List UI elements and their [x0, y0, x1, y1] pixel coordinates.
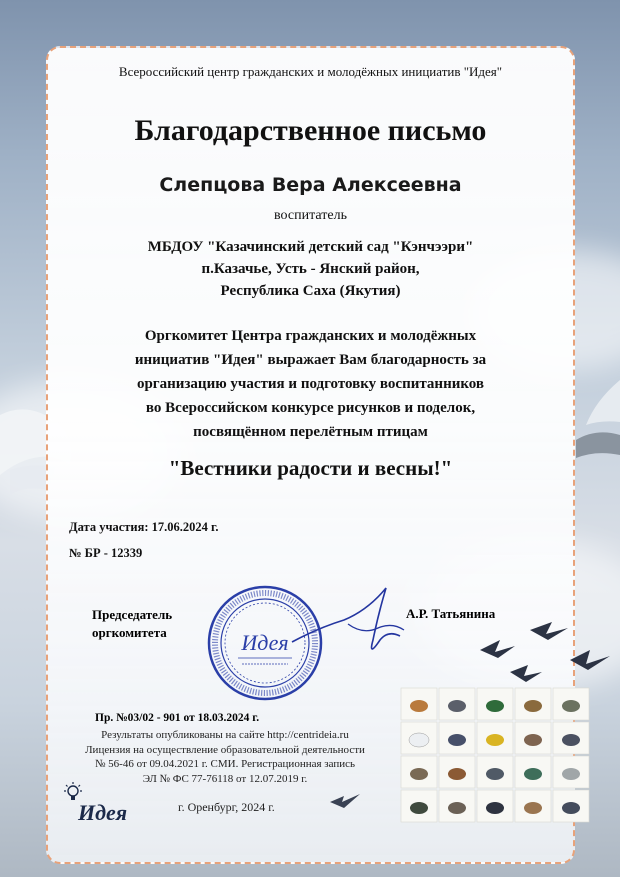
institution-line: МБДОУ "Казачинский детский сад "Кэнчээри": [147, 239, 474, 255]
signer-name: А.Р. Татьянина: [406, 606, 496, 621]
legal-line: № 56-46 от 09.04.2021 г. СМИ. Регистрационная запись: [94, 758, 356, 770]
legal-line: ЭЛ № ФС 77-76118 от 12.07.2019 г.: [142, 772, 308, 785]
gratitude-line: инициатив "Идея" выражает Вам благодарность за: [134, 352, 487, 368]
gratitude-text: [48, 324, 573, 444]
swallows-illustration: [470, 610, 620, 690]
bird-cards-collage: [399, 686, 595, 826]
gratitude-line: посвящённом перелётным птицам: [193, 424, 428, 440]
contest-name: "Вестники радости и весны!": [168, 456, 453, 480]
handwritten-signature: [288, 580, 408, 660]
legal-notice: [66, 728, 384, 786]
order-number: Пр. №03/02 - 901 от 18.03.2024 г.: [95, 712, 260, 724]
certificate-number: № БР - 12339: [69, 546, 143, 560]
gratitude-line: Оргкомитет Центра гражданских и молодёжных: [144, 328, 477, 344]
city-year: г. Оренбург, 2024 г.: [178, 800, 275, 814]
chairman-label: [92, 606, 172, 642]
legal-line: Результаты опубликованы на сайте http://centrideia.ru: [101, 729, 349, 741]
gratitude-line: организацию участия и подготовку воспитанников: [136, 376, 485, 392]
stamp-text: Идея: [241, 630, 289, 655]
idea-logo: Идея: [78, 800, 128, 825]
recipient-position: воспитатель: [274, 208, 347, 223]
institution-line: п.Казачье, Усть - Янский район,: [201, 261, 420, 277]
legal-line: Лицензия на осуществление образовательной деятельности: [85, 743, 365, 756]
chairman-line: оргкомитета: [92, 625, 167, 640]
recipient-name: Слепцова Вера Алексеевна: [159, 174, 462, 196]
participation-date: Дата участия: 17.06.2024 г.: [69, 520, 219, 534]
institution-block: [48, 236, 573, 302]
organization-header: Всероссийский центр гражданских и молодёжных инициатив "Идея": [118, 64, 503, 79]
chairman-line: Председатель: [92, 607, 173, 622]
document-title: Благодарственное письмо: [134, 114, 487, 147]
gratitude-line: во Всероссийском конкурсе рисунков и поделок,: [145, 400, 476, 416]
institution-line: Республика Саха (Якутия): [220, 283, 401, 299]
swallow-icon: [330, 792, 360, 810]
